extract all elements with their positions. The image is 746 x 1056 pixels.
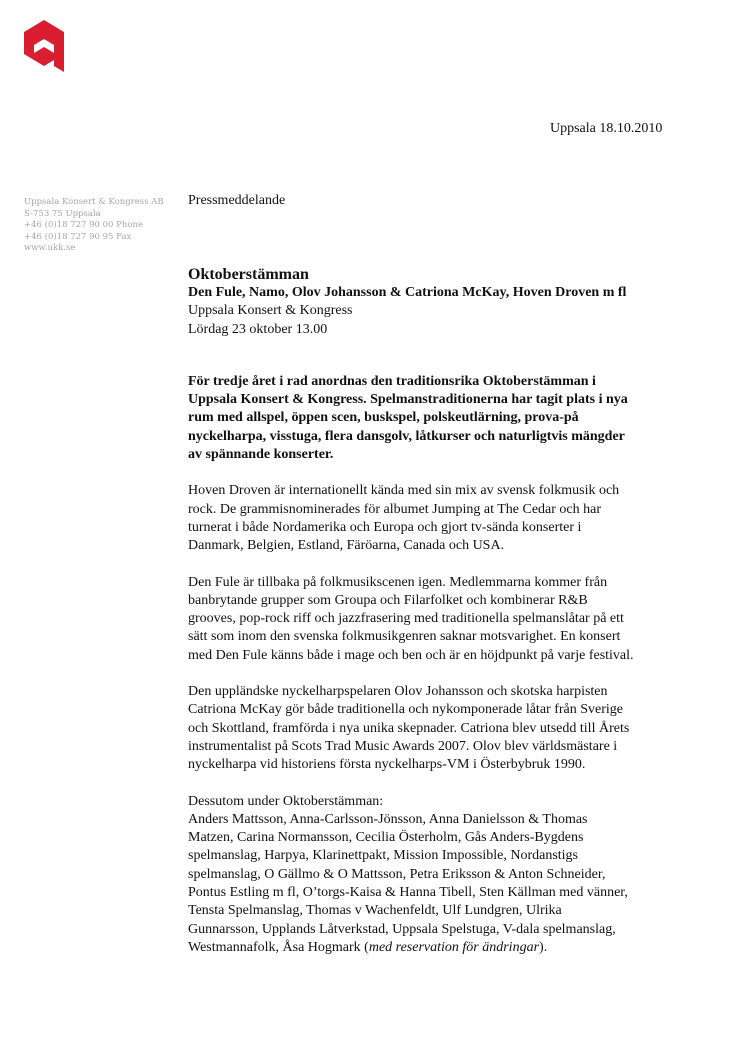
ukk-logo (24, 20, 64, 72)
also-artist-list: Anders Mattsson, Anna-Carlsson-Jönsson, Anna Danielsson & Thomas Matzen, Carina Normansson, Cecilia Österholm, Gås Anders-Bygdens spelmanslag, Harpya, Klarinettpakt, Mission Impossible, Nordanstigs spelmanslag, O Gällmo & O Mattsson, Petra Eriksson & Anton Schneider, Pontus Estling m fl, O’torgs-Kaisa & Hanna Tibell, Sten Källman med vänner, Tensta Spelmanslag, Thomas v Wachenfeldt, Ulf Lundgren, Ulrika Gunnarsson, Upplands Låtverkstad, Uppsala Spelstuga, V-dala spelmanslag, Westmannafolk, Åsa Hogmark (med reservation för ändringar). (188, 811, 678, 957)
lead-paragraph: För tredje året i rad anordnas den traditionsrika Oktoberstämman i Uppsala Konsert & Kongress. Spelmanstraditionerna har tagit plats i nya rum med allspel, öppen scen, buskspel, polskeutlärning, prova-på nyckelharpa, visstuga, flera dansgolv, låtkurser och naturligtvis mängder av spännande konserter. (188, 373, 628, 463)
sender-web: www.ukk.se (24, 243, 76, 253)
paragraph-hoven-droven: Hoven Droven är internationellt kända med sin mix av svensk folkmusik och rock. De grammisnominerades för albumet Jumping at The Cedar och har turnerat i både Nordamerika och Europa och gjort tv-sända konserter i Danmark, Belgien, Estland, Färöarna, Canada och USA. (188, 483, 620, 554)
sender-fax: +46 (0)18 727 90 95 Fax (24, 231, 132, 242)
paragraph-olov-catriona: Den uppländske nyckelharpspelaren Olov Johansson och skotska harpisten Catriona McKay gör både traditionella och nykomponerade låtar från Sverige och Skottland, framförda i nya unika skepnader. Catriona blev utsedd till Årets instrumentalist på Scots Trad Music Awards 2007. Olov blev världsmästare i nyckelharpa vid historiens första nyckelharps-VM i Österbybruk 1990. (188, 684, 630, 773)
letter-date: Uppsala 18.10.2010 (550, 121, 663, 136)
event-venue: Uppsala Konsert & Kongress (188, 303, 353, 319)
reservation-note: med reservation för ändringar (368, 939, 540, 955)
document-type: Pressmeddelande (188, 193, 286, 208)
paragraph-den-fule: Den Fule är tillbaka på folkmusikscenen igen. Medlemmarna kommer från banbrytande grupper som Groupa och Filarfolket och kombinerar R&B grooves, pop-rock riff och jazzfrasering med traditionella spelmanslåtar på ett sätt som inom den svenska folkmusikgenren saknar motsvarighet. En konsert med Den Fule känns både i mage och ben och är en höjdpunkt på varje festival. (188, 574, 634, 663)
event-title: Oktoberstämman (188, 266, 309, 283)
sender-company: Uppsala Konsert & Kongress AB (24, 197, 164, 207)
sender-address: S-753 75 Uppsala (24, 208, 101, 219)
press-release-body (188, 265, 678, 957)
also-heading: Dessutom under Oktoberstämman: (188, 793, 384, 809)
event-time: Lördag 23 oktober 13.00 (188, 321, 328, 337)
event-artists: Den Fule, Namo, Olov Johansson & Catriona McKay, Hoven Droven m fl (188, 285, 627, 300)
sender-phone: +46 (0)18 727 90 00 Phone (24, 220, 143, 230)
also-last-line: Westmannafolk, Åsa Hogmark (med reservation för ändringar). (188, 939, 548, 955)
sender-address-block (24, 197, 184, 255)
